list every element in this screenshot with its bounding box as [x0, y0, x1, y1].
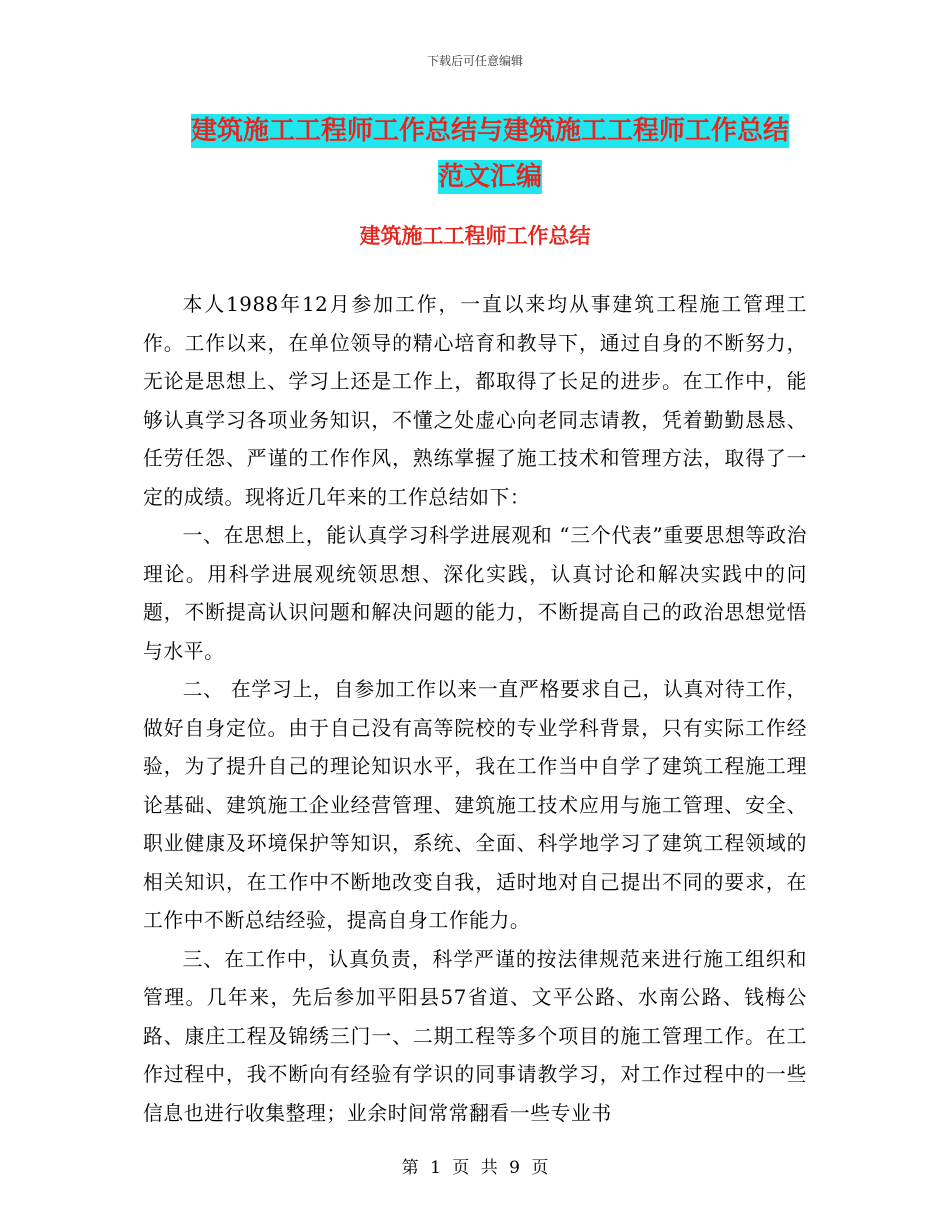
document-title: [160, 108, 820, 200]
paragraph: 二、 在学习上，自参加工作以来一直严格要求自己，认真对待工作，做好自身定位。由于自己没有高等院校的专业学科背景，只有实际工作经验，为了提升自己的理论知识水平，我在工作当中自学了建筑工程施工理论基础、建筑施工企业经营管理、建筑施工技术应用与施工管理、安全、职业健康及环境保护等知识，系统、全面、科学地学习了建筑工程领域的相关知识，在工作中不断地改变自我，适时地对自己提出不同的要求，在工作中不断总结经验，提高自身工作能力。: [143, 678, 807, 932]
header-note: 下载后可任意编辑: [426, 54, 523, 68]
section-title: 建筑施工工程师工作总结: [359, 224, 591, 248]
document-title-line-2: 范文汇编: [437, 162, 542, 192]
document-title-line-1: 建筑施工工程师工作总结与建筑施工工程师工作总结: [190, 116, 789, 146]
paragraph: 一、在思想上，能认真学习科学进展观和 “三个代表”重要思想等政治理论。用科学进展观统领思想、深化实践，认真讨论和解决实践中的问题，不断提高认识问题和解决问题的能力，不断提高自己的政治思想觉悟与水平。: [143, 524, 807, 663]
paragraph: 本人1988年12月参加工作，一直以来均从事建筑工程施工管理工作。工作以来，在单位领导的精心培育和教导下，通过自身的不断努力，无论是思想上、学习上还是工作上，都取得了长足的进步。在工作中，能够认真学习各项业务知识，不懂之处虚心向老同志请教，凭着勤勤恳恳、任劳任怨、严谨的工作作风，熟练掌握了施工技术和管理方法，取得了一定的成绩。现将近几年来的工作总结如下：: [143, 293, 807, 509]
body-text: [143, 286, 807, 1133]
paragraph: 三、在工作中，认真负责，科学严谨的按法律规范来进行施工组织和管理。几年来，先后参加平阳县57省道、文平公路、水南公路、钱梅公路、康庄工程及锦绣三门一、二期工程等多个项目的施工管理工作。在工作过程中，我不断向有经验有学识的同事请教学习，对工作过程中的一些信息也进行收集整理；业余时间常常翻看一些专业书: [143, 947, 807, 1125]
page-footer: 第 1 页 共 9 页: [401, 1158, 549, 1178]
